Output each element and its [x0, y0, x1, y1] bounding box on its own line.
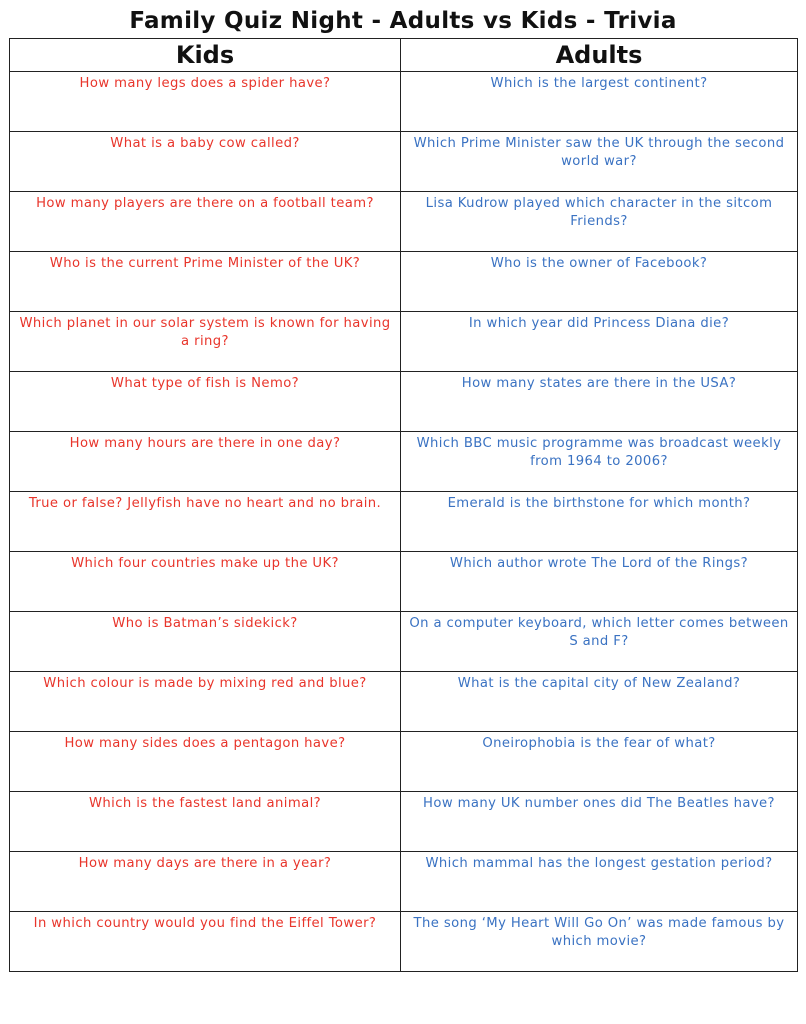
table-row: [10, 192, 798, 252]
kids-column-header: Kids: [10, 39, 401, 72]
kids-question: Which colour is made by mixing red and blue?: [10, 672, 401, 732]
adults-column-header: Adults: [401, 39, 798, 72]
kids-question: What type of fish is Nemo?: [10, 372, 401, 432]
kids-question: Which is the fastest land animal?: [10, 792, 401, 852]
kids-question: How many sides does a pentagon have?: [10, 732, 401, 792]
table-row: [10, 732, 798, 792]
table-row: [10, 612, 798, 672]
quiz-table: [9, 38, 798, 972]
adults-question: Emerald is the birthstone for which month?: [401, 492, 798, 552]
adults-question: How many states are there in the USA?: [401, 372, 798, 432]
adults-question: Who is the owner of Facebook?: [401, 252, 798, 312]
adults-question: Which is the largest continent?: [401, 72, 798, 132]
table-row: [10, 132, 798, 192]
table-row: [10, 672, 798, 732]
kids-question: Who is the current Prime Minister of the UK?: [10, 252, 401, 312]
table-row: [10, 912, 798, 972]
table-row: [10, 72, 798, 132]
table-row: [10, 432, 798, 492]
table-row: [10, 372, 798, 432]
adults-question: Which mammal has the longest gestation period?: [401, 852, 798, 912]
adults-question: Which Prime Minister saw the UK through the second world war?: [401, 132, 798, 192]
page-title: Family Quiz Night - Adults vs Kids - Trivia: [129, 8, 677, 34]
kids-question: How many days are there in a year?: [10, 852, 401, 912]
adults-question: Lisa Kudrow played which character in the sitcom Friends?: [401, 192, 798, 252]
header-row: [10, 39, 798, 72]
quiz-rows: [10, 72, 798, 972]
adults-question: Which author wrote The Lord of the Rings?: [401, 552, 798, 612]
adults-question: What is the capital city of New Zealand?: [401, 672, 798, 732]
table-row: [10, 792, 798, 852]
adults-question: How many UK number ones did The Beatles have?: [401, 792, 798, 852]
table-row: [10, 552, 798, 612]
kids-question: Which planet in our solar system is known for having a ring?: [10, 312, 401, 372]
table-row: [10, 492, 798, 552]
adults-question: The song ‘My Heart Will Go On’ was made famous by which movie?: [401, 912, 798, 972]
table-row: [10, 312, 798, 372]
kids-question: Who is Batman’s sidekick?: [10, 612, 401, 672]
kids-question: True or false? Jellyfish have no heart and no brain.: [10, 492, 401, 552]
kids-question: What is a baby cow called?: [10, 132, 401, 192]
kids-question: Which four countries make up the UK?: [10, 552, 401, 612]
table-row: [10, 252, 798, 312]
adults-question: In which year did Princess Diana die?: [401, 312, 798, 372]
table-row: [10, 852, 798, 912]
adults-question: Oneirophobia is the fear of what?: [401, 732, 798, 792]
kids-question: How many legs does a spider have?: [10, 72, 401, 132]
adults-question: On a computer keyboard, which letter comes between S and F?: [401, 612, 798, 672]
kids-question: How many hours are there in one day?: [10, 432, 401, 492]
kids-question: How many players are there on a football team?: [10, 192, 401, 252]
kids-question: In which country would you find the Eiffel Tower?: [10, 912, 401, 972]
adults-question: Which BBC music programme was broadcast weekly from 1964 to 2006?: [401, 432, 798, 492]
